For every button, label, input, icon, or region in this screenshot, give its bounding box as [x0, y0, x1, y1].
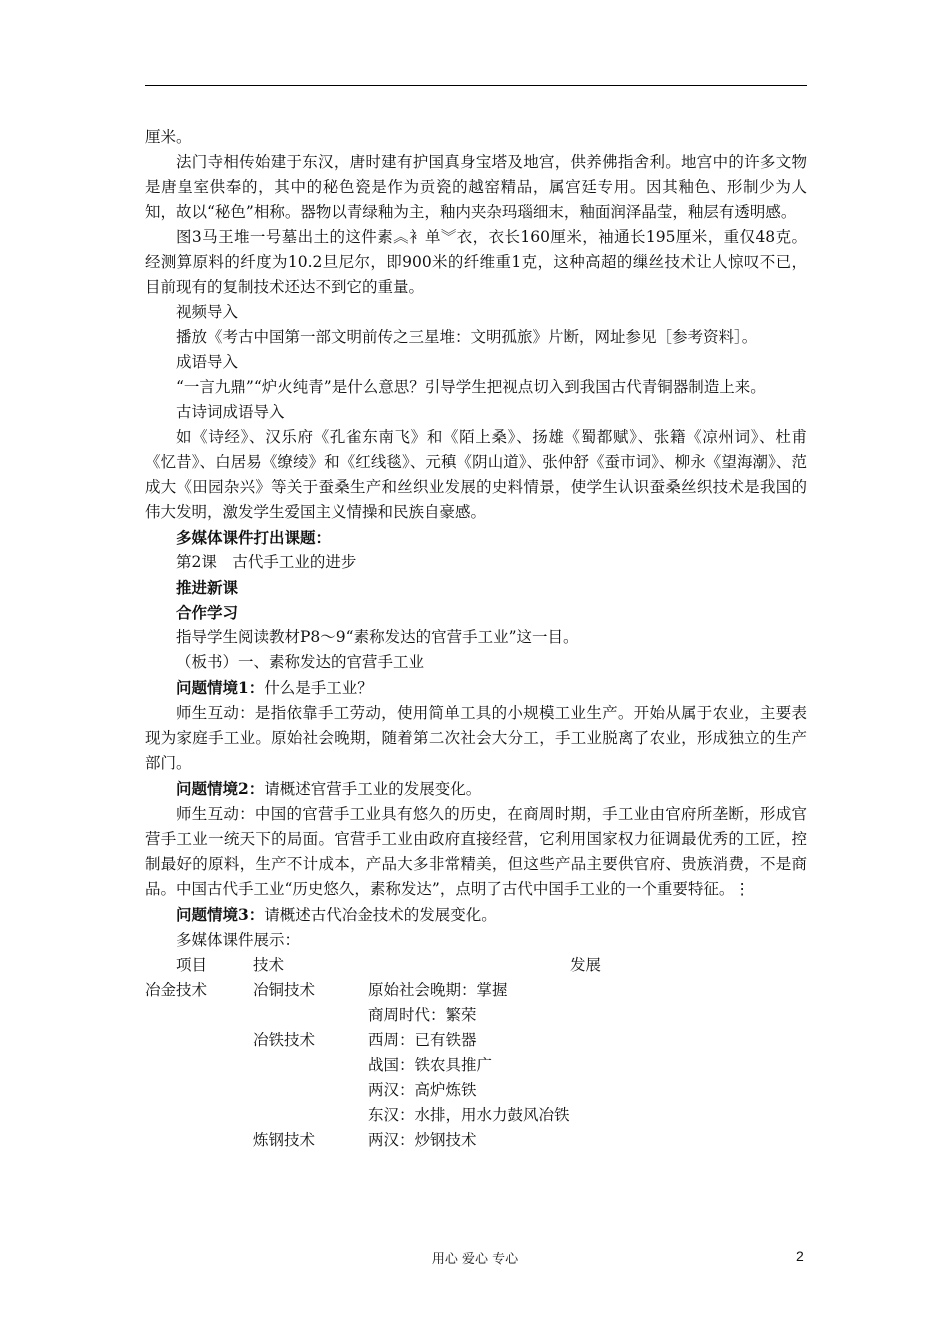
paragraph: 法门寺相传始建于东汉，唐时建有护国真身宝塔及地宫，供养佛指舍利。地宫中的许多文物是唐皇室供奉的，其中的秘色瓷是作为贡瓷的越窑精品，属宫廷专用。因其釉色、形制少为人知，故以“秘色”相称。器物以青绿釉为主，釉内夹杂玛瑙细末，釉面润泽晶莹，釉层有透明感。	[145, 153, 807, 221]
table-cell: 冶金技术	[145, 981, 208, 999]
table-cell	[145, 1103, 253, 1128]
question-label: 问题情境1：	[176, 678, 265, 697]
question-1	[145, 675, 807, 701]
table-cell: 原始社会晚期：掌握	[368, 981, 508, 999]
bold-heading: 推进新课	[176, 578, 239, 597]
paragraph: “一言九鼎”“炉火纯青”是什么意思？引导学生把视点切入到我国古代青铜器制造上来。	[176, 378, 766, 396]
table-header: 发展	[570, 956, 602, 974]
table-cell: 冶铁技术	[253, 1031, 316, 1049]
table-cell: 两汉：高炉炼铁	[368, 1081, 477, 1099]
paragraph: 厘米。	[145, 128, 192, 146]
table-cell: 东汉：水排，用水力鼓风冶铁	[368, 1106, 570, 1124]
table-cell	[145, 1128, 253, 1153]
question-2	[145, 776, 807, 802]
table-cell	[145, 1078, 253, 1103]
table-cell	[253, 1103, 368, 1128]
table-cell: 两汉：炒钢技术	[368, 1131, 477, 1149]
page-footer	[0, 1248, 950, 1268]
section-heading: 古诗词成语导入	[176, 403, 285, 421]
question-text: 请概述官营手工业的发展变化。	[264, 780, 482, 798]
table-cell	[253, 1003, 368, 1028]
page-number: 2	[796, 1248, 804, 1264]
bold-heading: 合作学习	[176, 603, 239, 622]
metallurgy-table	[145, 953, 807, 1153]
lesson-title: 第2课 古代手工业的进步	[176, 553, 357, 571]
table-cell	[253, 1078, 368, 1103]
paragraph: 如《诗经》、汉乐府《孔雀东南飞》和《陌上桑》、扬雄《蜀都赋》、张籍《凉州词》、杜甫《忆昔》、白居易《缭绫》和《红线毯》、元稹《阴山道》、张仲舒《蚕市词》、柳永《望海潮》、范成大《田园杂兴》等关于蚕桑生产和丝织业发展的史料情景，使学生认识蚕桑丝织技术是我国的伟大发明，激发学生爱国主义情操和民族自豪感。	[145, 428, 807, 521]
paragraph: 师生互动：是指依靠手工劳动，使用简单工具的小规模工业生产。开始从属于农业，主要表现为家庭手工业。原始社会晚期，随着第二次社会大分工，手工业脱离了农业，形成独立的生产部门。	[145, 704, 807, 772]
question-label: 问题情境2：	[176, 779, 265, 798]
table-cell: 商周时代：繁荣	[368, 1006, 477, 1024]
blackboard-note: （板书）一、素称发达的官营手工业	[176, 653, 425, 671]
table-cell	[253, 1053, 368, 1078]
bold-heading: 多媒体课件打出课题：	[176, 528, 332, 547]
page-body	[145, 125, 807, 1153]
table-cell	[145, 1053, 253, 1078]
section-heading: 成语导入	[176, 353, 239, 371]
table-header: 技术	[253, 956, 285, 974]
table-cell	[145, 1028, 253, 1053]
question-text: 请概述古代冶金技术的发展变化。	[264, 906, 497, 924]
question-3	[145, 902, 807, 928]
header-rule	[145, 85, 807, 86]
table-cell	[145, 1003, 253, 1028]
section-heading: 视频导入	[176, 303, 239, 321]
paragraph: 图3马王堆一号墓出土的这件素︽衤单︾衣，衣长160厘米，袖通长195厘米，重仅48克。经测算原料的纤度为10.2旦尼尔，即900米的纤维重1克，这种高超的缫丝技术让人惊叹不已，目前现有的复制技术还达不到它的重量。	[145, 228, 807, 296]
table-cell: 西周：已有铁器	[368, 1031, 477, 1049]
table-cell: 战国：铁农具推广	[368, 1056, 493, 1074]
table-cell: 冶铜技术	[253, 981, 316, 999]
footer-motto: 用心 爱心 专心	[431, 1252, 519, 1267]
paragraph: 多媒体课件展示：	[176, 931, 301, 949]
paragraph: 指导学生阅读教材P8～9“素称发达的官营手工业”这一目。	[176, 628, 579, 646]
paragraph: 播放《考古中国第一部文明前传之三星堆：文明孤旅》片断，网址参见［参考资料］。	[176, 328, 758, 346]
table-header: 项目	[176, 956, 208, 974]
paragraph: 师生互动：中国的官营手工业具有悠久的历史，在商周时期，手工业由官府所垄断，形成官营手工业一统天下的局面。官营手工业由政府直接经营，它利用国家权力征调最优秀的工匠，控制最好的原料，生产不计成本，产品大多非常精美，但这些产品主要供官府、贵族消费，不是商品。中国古代手工业“历史悠久，素称发达”，点明了古代中国手工业的一个重要特征。⋮	[145, 805, 807, 898]
question-label: 问题情境3：	[176, 905, 265, 924]
question-text: 什么是手工业？	[264, 679, 373, 697]
table-cell: 炼钢技术	[253, 1131, 316, 1149]
